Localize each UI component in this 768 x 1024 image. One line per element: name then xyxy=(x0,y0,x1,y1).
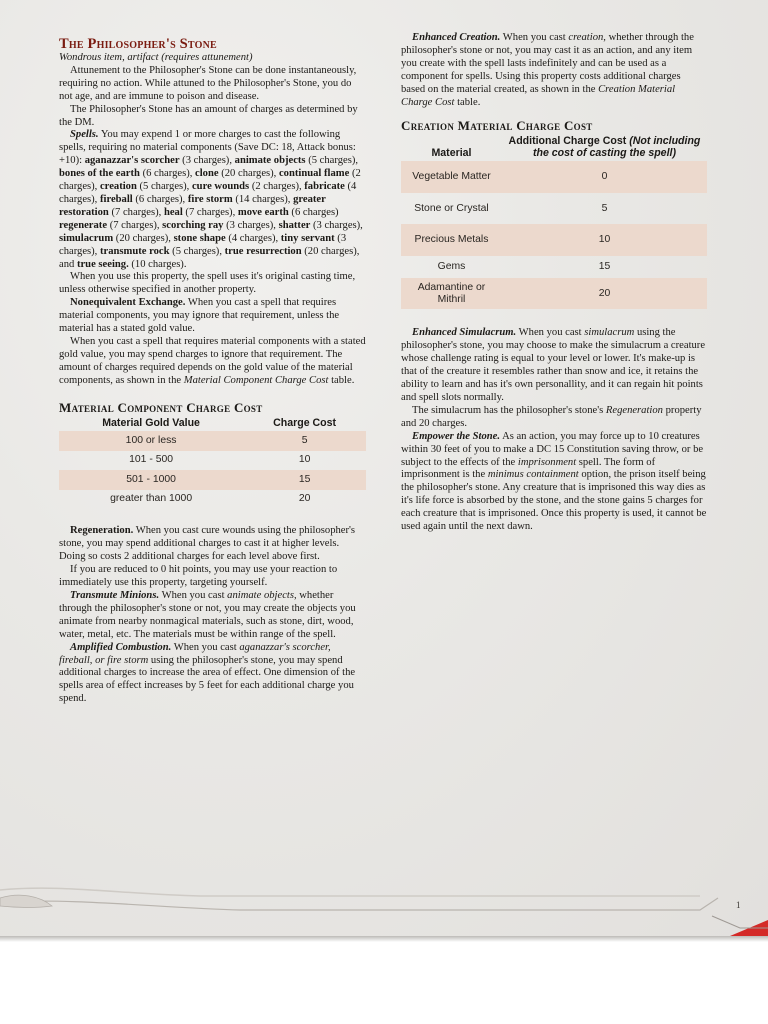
material-table-heading: Material Component Charge Cost xyxy=(59,399,263,415)
charges-paragraph: The Philosopher's Stone has an amount of charges as determined by the DM. xyxy=(59,103,358,128)
spell-list: aganazzar's scorcher (3 charges), animate objects (5 charges), bones of the earth (6 charges), clone (20 charges), continual flame (2 charges), creation (5 charges), cure wounds (2 charges), fabricate (4 charges), fireball (6 charges), fire storm (14 charges), greater restoration (7 charges), heal (7 charges), move earth (6 charges) regenerate (7 charges), scorching ray (3 charges), shatter (3 charges), simulacrum (20 charges), stone shape (4 charges), tiny servant (3 charges), transmute rock (5 charges), true resurrection (20 charges), and true seeing. (10 charges). xyxy=(59,155,363,270)
table-row: Precious Metals 10 xyxy=(401,224,707,256)
amplified-paragraph: Amplified Combustion. When you cast aganazzar's scorcher, fireball, or fire storm using the philosopher's stone, you may spend additional charges to increase the area of effect. One dimension of the spells area of effect increases by 5 feet for each additional charge you spend. xyxy=(59,641,356,705)
table-header-row xyxy=(59,415,366,432)
spells-followup: When you use this property, the spell uses it's original casting time, unless otherwise specified in another property. xyxy=(59,271,356,296)
enhanced-simulacrum-paragraph-2: The simulacrum has the philosopher's stone's Regeneration property and 20 charges. xyxy=(401,404,702,429)
spells-paragraph: Spells. You may expend 1 or more charges to cast the following spells, requiring no material components (Save DC: 18, Attack bonus: +10): aganazzar's scorcher (3 charges), animate objects (5 charges), bones of the earth (6 charges), clone (20 charges), continual flame (2 charges), creation (5 charges), cure wounds (2 charges), fabricate (4 charges), fireball (6 charges), fire storm (14 charges), greater restoration (7 charges), heal (7 charges), move earth (6 charges) regenerate (7 charges), scorching ray (3 charges), shatter (3 charges), simulacrum (20 charges), stone shape (4 charges), tiny servant (3 charges), transmute rock (5 charges), true resurrection (20 charges), and true seeing. (10 charges). xyxy=(59,129,363,270)
right-column xyxy=(401,32,707,534)
enhanced-creation-paragraph: Enhanced Creation. When you cast creation, whether through the philosopher's stone or not, you may cast it as an action, and any item you create with the spell lasts indefinitely and can be used as a component for spells. Using this property costs additional charges based on the material created, as shown in the Creation Material Charge Cost table. xyxy=(401,32,694,108)
table-row: 501 - 1000 15 xyxy=(59,470,366,490)
page-shadow xyxy=(0,936,768,942)
col-header-material: Material xyxy=(431,146,472,159)
page-number: 1 xyxy=(736,900,741,910)
footer-quill xyxy=(0,895,52,907)
table-row: Stone or Crystal 5 xyxy=(414,202,608,214)
creation-table-heading: Creation Material Charge Cost xyxy=(401,118,593,134)
table-row: 101 - 500 10 xyxy=(129,454,311,466)
table-row: greater than 1000 20 xyxy=(110,493,311,505)
table-row: Vegetable Matter 0 xyxy=(401,161,707,193)
table-header-row xyxy=(401,133,707,161)
col-header-charge-cost: Charge Cost xyxy=(273,416,337,429)
col-header-additional-cost: Additional Charge Cost (Not including the cost of casting the spell) xyxy=(508,135,701,160)
regeneration-paragraph-2: If you are reduced to 0 hit points, you may use your reaction to immediately use this property, targeting yourself. xyxy=(59,564,338,589)
nonequivalent-paragraph-2: When you cast a spell that requires material components with a stated gold value, you may spend charges to ignore that requirement. The amount of charges required depends on the gold value of the material components, as shown in the Material Component Charge Cost table. xyxy=(59,335,366,386)
nonequivalent-paragraph: Nonequivalent Exchange. When you cast a spell that requires material components, you may ignore that requirement, unless the material has a stated gold value. xyxy=(59,297,340,335)
creation-charge-table xyxy=(401,133,707,309)
footer-ornament xyxy=(0,872,768,936)
footer-swoosh xyxy=(0,888,700,896)
transmute-paragraph: Transmute Minions. When you cast animate objects, whether through the philosopher's stone or not, you may create the objects you animate from nearby nonmagical materials, such as stone, dirt, wood, water, metal, etc. The materials must be within range of the spell. xyxy=(59,590,356,640)
regeneration-paragraph: Regeneration. When you cast cure wounds using the philosopher's stone, you may spend additional charges to cast it at higher levels. Doing so costs 2 additional charges for each level above first. xyxy=(59,525,356,563)
spells-label: Spells. xyxy=(70,129,99,141)
enhanced-simulacrum-paragraph: Enhanced Simulacrum. When you cast simulacrum using the philosopher's stone, you may choose to make the simulacrum a creature whose challenge rating is equal to your level or lower. It's make-up is that of the creature it resembles rather than snow and ice, it retains the ability to learn and has it's own personallity, and it can regain hit points and spell slots normally. xyxy=(401,327,706,403)
col-header-gold-value: Material Gold Value xyxy=(102,416,200,429)
item-subtitle: Wondrous item, artifact (requires attunement) xyxy=(59,52,253,63)
table-row: Gems 15 xyxy=(437,260,611,272)
table-row: 100 or less 5 xyxy=(59,431,366,451)
table-row: Adamantine or Mithril 20 xyxy=(401,278,707,310)
material-charge-table xyxy=(59,415,366,510)
empower-paragraph: Empower the Stone. As an action, you may force up to 10 creatures within 30 feet of you to make a DC 15 Constitution saving throw, or be subject to the effects of the imprisonment spell. The form of imprisonment is the minimus containment option, the prison itself being the philosopher's stone. Any creature that is imprisoned this way dies as it's life force is absorbed by the stone, and the stone gains 5 charges for each creature that is imprisoned. Once this property is used, it cannot be used again until the next dawn. xyxy=(401,430,707,533)
footer-rule xyxy=(0,898,718,910)
item-title: The Philosopher's Stone xyxy=(59,36,217,52)
intro-paragraph: Attunement to the Philosopher's Stone can be done instantaneously, requiring no action. While attuned to the Philosopher's Stone, you do not age, and are immune to poison and disease. xyxy=(59,64,357,102)
left-column xyxy=(59,36,366,706)
